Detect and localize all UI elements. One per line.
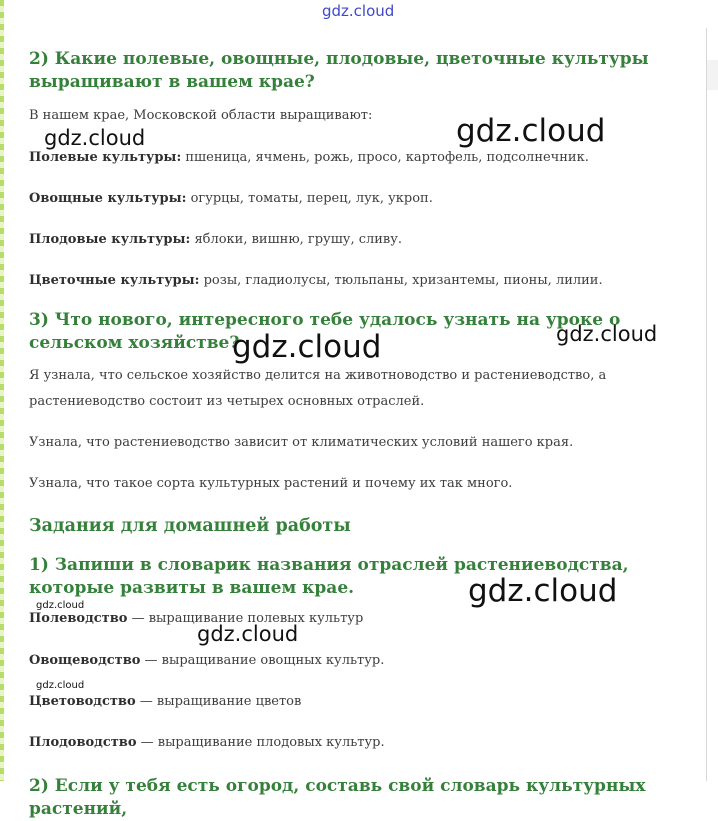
watermark-text: gdz.cloud — [232, 329, 382, 365]
question-2-title: 2) Какие полевые, овощные, плодовые, цветочные культуры выращивают в вашем крае? — [29, 49, 649, 92]
homework-task-2-title: 2) Если у тебя есть огород, составь свой словарь культурных растений, — [29, 776, 646, 819]
item-label: Цветочные культуры: — [29, 273, 200, 288]
item-text: — выращивание овощных культур. — [140, 653, 385, 668]
item-label: Полевые культуры: — [29, 150, 182, 165]
watermark-text: gdz.cloud — [36, 680, 85, 691]
watermark-text: gdz.cloud — [556, 322, 658, 346]
answer-fruit-crops — [29, 227, 699, 253]
left-decorative-border — [0, 0, 4, 781]
watermark-text: gdz.cloud — [44, 126, 146, 150]
item-text: — выращивание цветов — [135, 694, 302, 709]
question-3-answer-1: Я узнала, что сельское хозяйство делится на животноводство и растениеводство, а растениеводство состоит из четырех основных отраслей. — [29, 368, 607, 409]
homework-item-vegetable-growing — [29, 648, 699, 674]
question-2-intro: В нашем крае, Московской области выращивают: — [29, 108, 373, 123]
item-text: розы, гладиолусы, тюльпаны, хризантемы, пионы, лилии. — [199, 273, 603, 288]
item-label: Плодовые культуры: — [29, 232, 191, 247]
question-3-title: 3) Что нового, интересного тебе удалось узнать на уроке о сельском хозяйстве? — [29, 310, 621, 353]
question-3-answer-3: Узнала, что такое сорта культурных растений и почему их так много. — [29, 476, 513, 491]
top-watermark: gdz.cloud — [322, 2, 395, 20]
item-text: пшеница, ячмень, рожь, просо, картофель, подсолнечник. — [181, 150, 589, 165]
watermark-text: gdz.cloud — [36, 600, 85, 611]
homework-item-floriculture — [29, 689, 699, 715]
right-scroll-shade — [707, 60, 718, 90]
answer-vegetable-crops — [29, 186, 699, 212]
question-3-answer-2: Узнала, что растениеводство зависит от климатических условий нашего края. — [29, 435, 574, 450]
item-label: Овощеводство — [29, 653, 141, 668]
homework-item-field-growing — [29, 606, 699, 632]
item-label: Цветоводство — [29, 694, 136, 709]
homework-task-1-title: 1) Запиши в словарик названия отраслей растениеводства, которые развиты в вашем крае. — [29, 555, 629, 598]
item-text: — выращивание плодовых культур. — [136, 735, 385, 750]
article-content — [29, 48, 699, 821]
item-text: огурцы, томаты, перец, лук, укроп. — [186, 191, 433, 206]
item-label: Плодоводство — [29, 735, 137, 750]
homework-item-fruit-growing — [29, 730, 699, 756]
item-label: Овощные культуры: — [29, 191, 187, 206]
watermark-text: gdz.cloud — [197, 622, 299, 646]
answer-flower-crops — [29, 268, 699, 294]
item-text: яблоки, вишню, грушу, сливу. — [190, 232, 403, 247]
item-label: Полеводство — [29, 611, 128, 626]
right-divider — [706, 28, 707, 781]
homework-section-title: Задания для домашней работы — [29, 516, 351, 536]
watermark-text: gdz.cloud — [456, 113, 606, 149]
item-text: — выращивание полевых культур — [127, 611, 364, 626]
watermark-text: gdz.cloud — [468, 573, 618, 609]
